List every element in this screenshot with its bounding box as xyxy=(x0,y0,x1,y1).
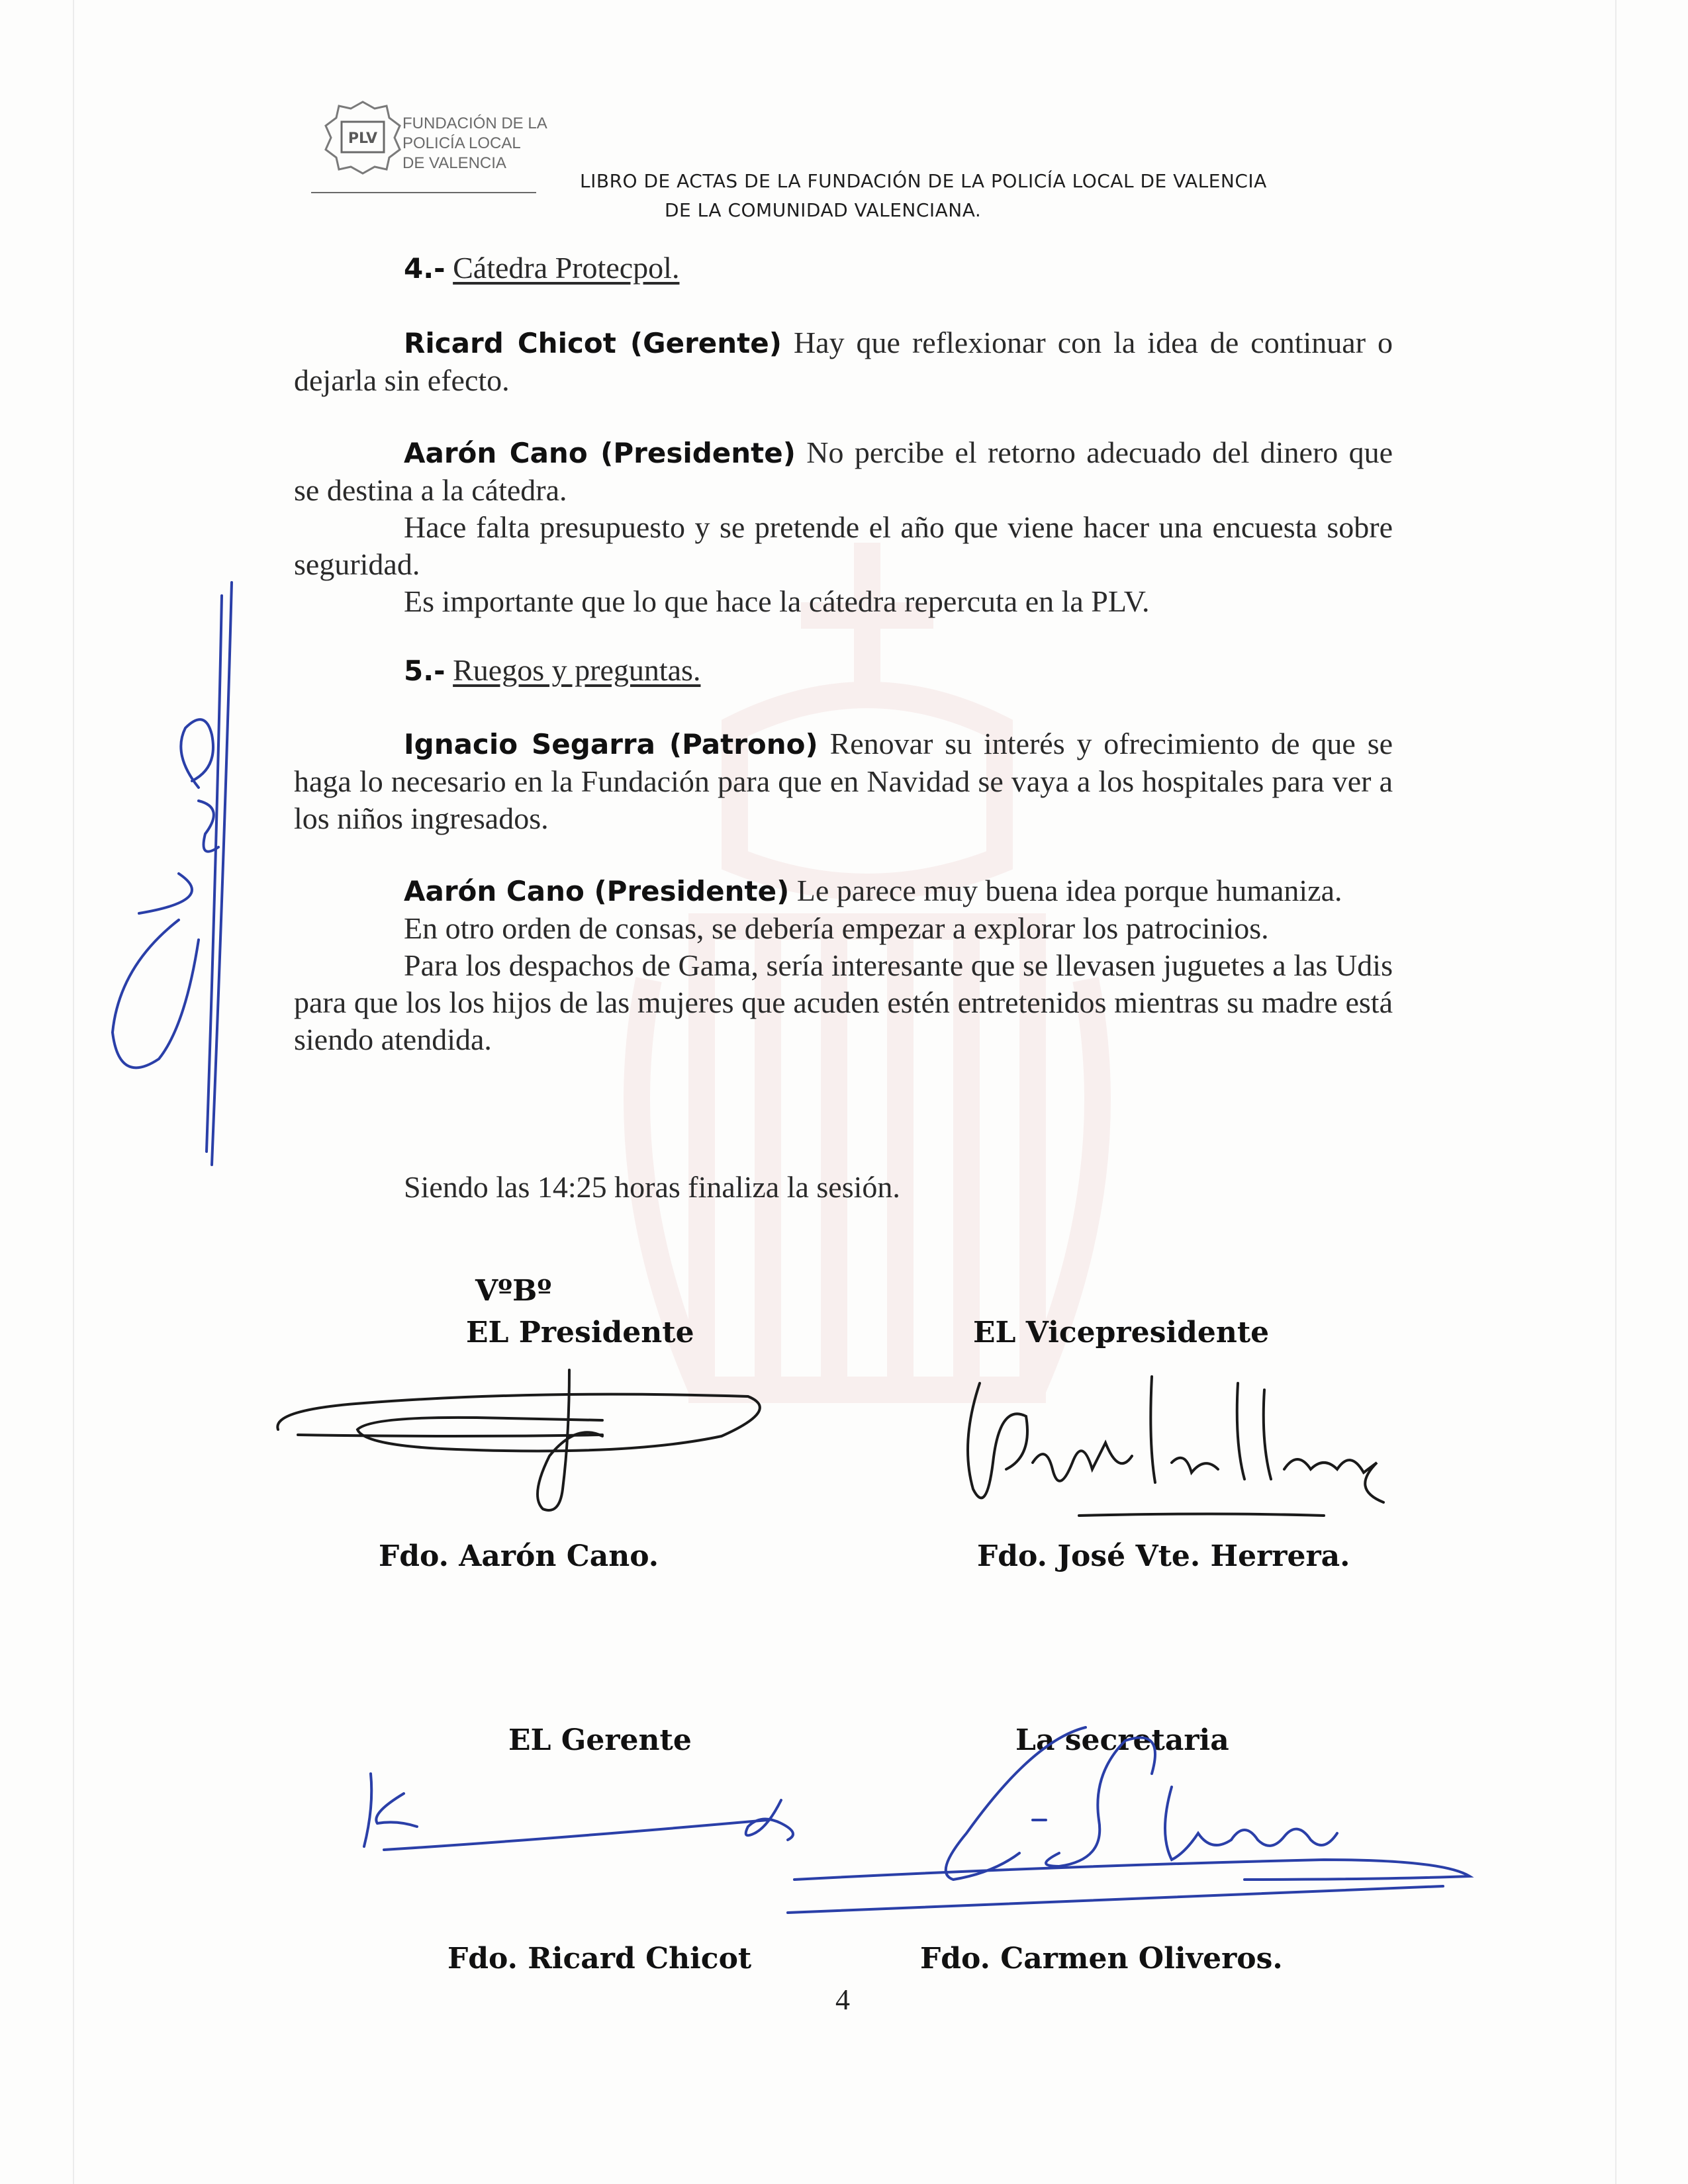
paragraph-text: Hace falta presupuesto y se pretende el año que viene hacer una encuesta sobre seguridad. xyxy=(294,510,1393,581)
paragraph-text: No percibe el retorno adecuado del dinero que se destina a la cátedra. xyxy=(294,435,1393,507)
paragraph-text: Hay que reflexionar con la idea de continuar o dejarla sin efecto. xyxy=(294,326,1393,397)
secretary-name: Fdo. Carmen Oliveros. xyxy=(920,1942,1283,1976)
speaker-aaron-cano: Aarón Cano (Presidente) xyxy=(404,437,796,469)
book-title-line-1: LIBRO DE ACTAS DE LA FUNDACIÓN DE LA POLICÍA LOCAL DE VALENCIA xyxy=(580,170,1267,192)
section-5-title: Ruegos y preguntas. xyxy=(453,653,701,687)
logo-text xyxy=(402,114,547,173)
page-number: 4 xyxy=(835,1983,850,2016)
paragraph-text: Es importante que lo que hace la cátedra repercuta en la PLV. xyxy=(404,584,1150,618)
logo-line-2: POLICÍA LOCAL xyxy=(402,134,521,152)
paragraph-text: Para los despachos de Gama, sería interesante que se llevasen juguetes a las Udis para que los los hijos de las mujeres que acuden estén entretenidos mientras su madre está siendo atendida. xyxy=(294,948,1393,1056)
section-4-title: Cátedra Protecpol. xyxy=(453,251,680,285)
section-4-number: 4.- xyxy=(404,252,445,285)
president-name: Fdo. Aarón Cano. xyxy=(379,1539,659,1573)
section-5-paragraph-1 xyxy=(294,725,1393,837)
logo-line-3: DE VALENCIA xyxy=(402,154,506,172)
book-title xyxy=(580,167,1267,225)
secretary-title: La secretaria xyxy=(1015,1723,1229,1757)
president-title: EL Presidente xyxy=(466,1316,694,1349)
closing-text: Siendo las 14:25 horas finaliza la sesión. xyxy=(404,1170,900,1204)
manager-title: EL Gerente xyxy=(508,1723,692,1757)
manager-signature xyxy=(344,1760,834,1866)
book-title-line-2: DE LA COMUNIDAD VALENCIANA. xyxy=(665,199,982,221)
speaker-aaron-cano: Aarón Cano (Presidente) xyxy=(404,875,790,907)
section-4-paragraph-2 xyxy=(294,434,1393,620)
logo-mark: PLV xyxy=(348,130,378,147)
vice-president-title: EL Vicepresidente xyxy=(973,1316,1270,1349)
vobo-label: VºBº xyxy=(475,1274,552,1308)
manager-name: Fdo. Ricard Chicot xyxy=(447,1942,752,1976)
speaker-ricard-chicot: Ricard Chicot (Gerente) xyxy=(404,327,782,359)
vice-president-signature xyxy=(953,1363,1403,1529)
section-5-paragraph-2 xyxy=(294,872,1393,1058)
speaker-ignacio-segarra: Ignacio Segarra (Patrono) xyxy=(404,728,818,760)
secretary-signature xyxy=(781,1701,1483,1939)
section-5-number: 5.- xyxy=(404,655,445,687)
vice-president-name: Fdo. José Vte. Herrera. xyxy=(977,1539,1350,1573)
scan-edge-left xyxy=(73,0,74,2184)
scan-edge-right xyxy=(1615,0,1617,2184)
closing-line xyxy=(294,1169,1393,1206)
president-signature xyxy=(258,1357,774,1522)
header-rule xyxy=(311,192,536,193)
paragraph-text: Le parece muy buena idea porque humaniza. xyxy=(796,874,1342,907)
section-4-heading xyxy=(404,250,679,285)
logo-line-1: FUNDACIÓN DE LA xyxy=(402,114,547,132)
margin-signature xyxy=(99,569,258,1185)
paragraph-text: Renovar su interés y ofrecimiento de que se haga lo necesario en la Fundación para que en Navidad se vaya a los hospitales para ver a los niños ingresados. xyxy=(294,727,1393,835)
section-5-heading xyxy=(404,653,700,688)
section-4-paragraph-1 xyxy=(294,324,1393,399)
paragraph-text: En otro orden de consas, se debería empezar a explorar los patrocinios. xyxy=(404,911,1269,945)
